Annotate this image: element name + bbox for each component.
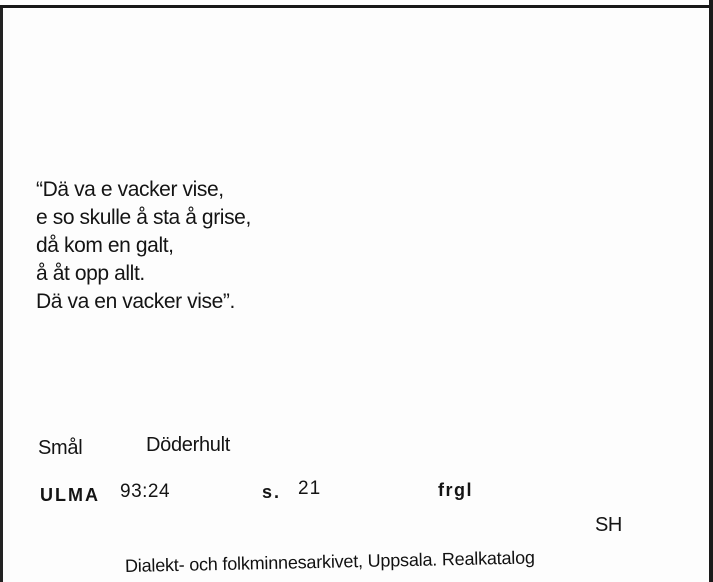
poem-line: “Dä va e vacker vise,	[36, 178, 224, 201]
parish-label: Döderhult	[146, 434, 231, 456]
poem-text	[36, 176, 251, 316]
poem-line: då kom en galt,	[36, 234, 174, 257]
category-code: frgl	[438, 480, 473, 500]
card-top-edge	[0, 0, 713, 9]
recorder-initials: SH	[595, 514, 622, 536]
region-label: Smål	[38, 437, 83, 459]
accession-number: 93:24	[120, 481, 171, 502]
page-label: s.	[262, 482, 282, 502]
poem-line: å åt opp allt.	[36, 262, 145, 285]
card-right-edge	[709, 0, 713, 582]
archive-footer: Dialekt- och folkminnesarkivet, Uppsala. Realkatalog	[124, 547, 535, 576]
poem-line: Dä va en vacker vise”.	[36, 290, 235, 313]
page-number: 21	[298, 478, 322, 499]
card-left-edge	[0, 8, 3, 582]
archive-code: ULMA	[40, 485, 100, 505]
poem-line: e so skulle å sta å grise,	[36, 206, 251, 229]
